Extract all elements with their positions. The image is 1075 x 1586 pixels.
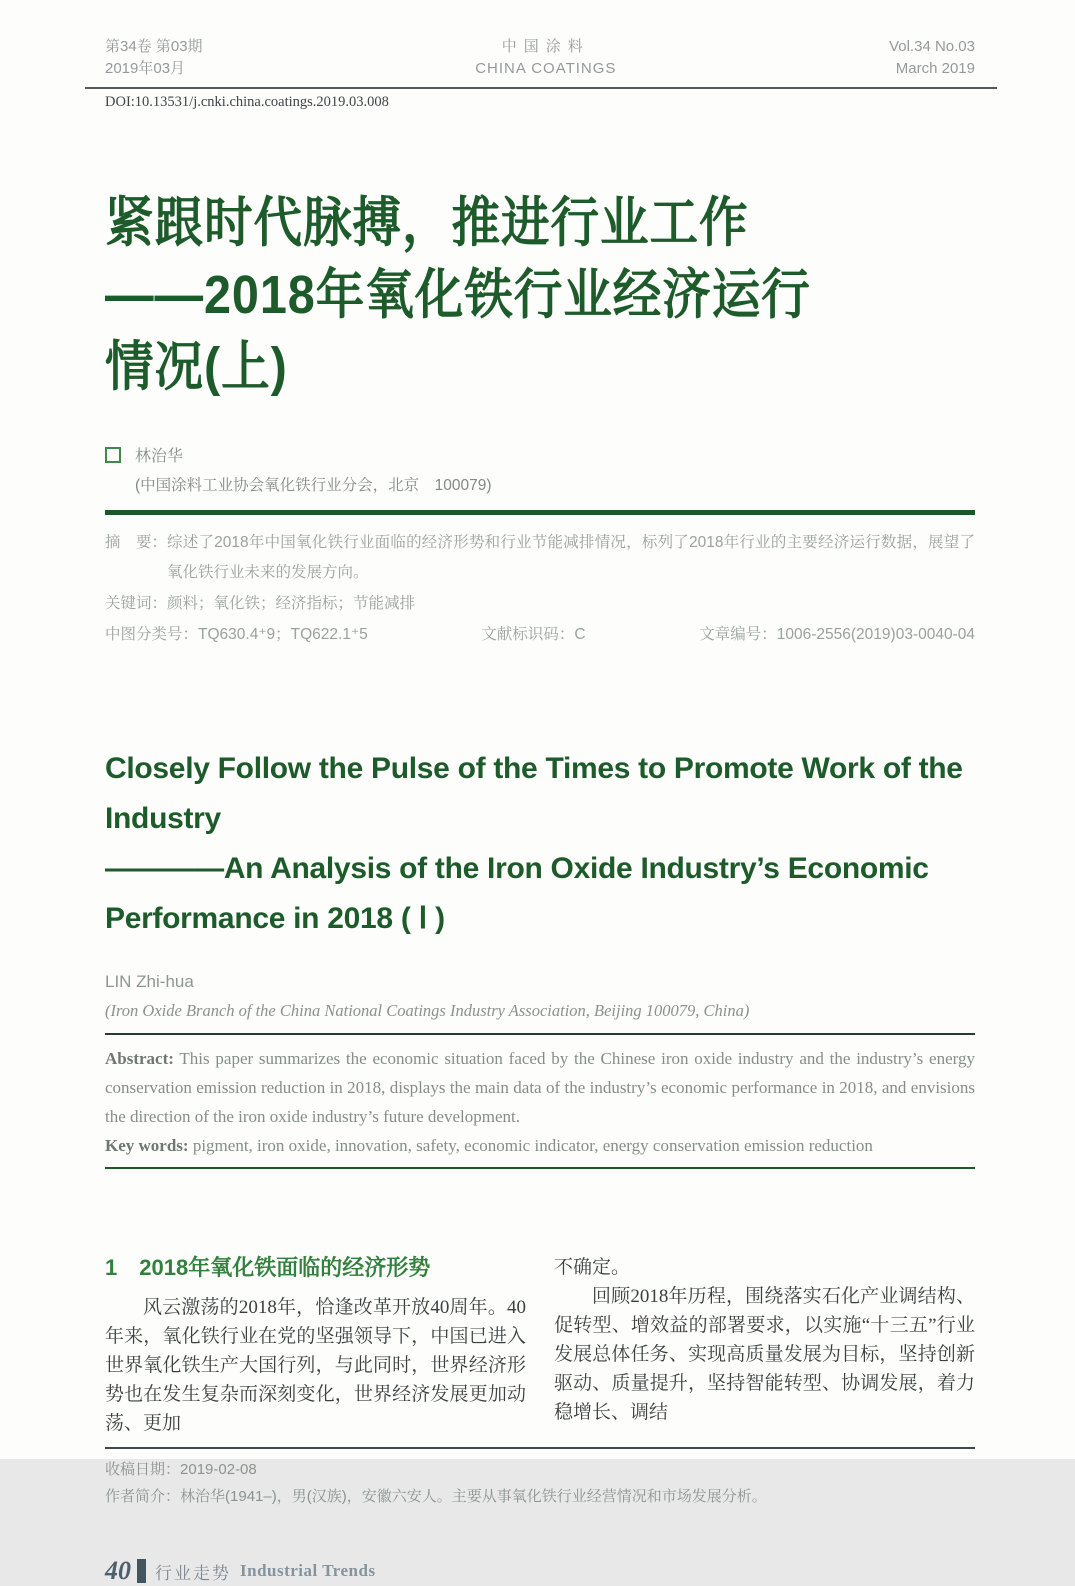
article-id-label: 文章编号： (699, 626, 777, 643)
author-bio-label: 作者简介： (105, 1488, 181, 1505)
masthead-volume-cn (105, 36, 203, 80)
article-title-en (105, 744, 975, 944)
title-zh-line1: 紧跟时代脉搏，推进行业工作 (105, 193, 749, 253)
title-en-dash: ———— (105, 852, 224, 885)
keywords-en-line (105, 1131, 975, 1160)
author-bio-text: 林治华(1941–)，男(汉族)，安徽六安人。主要从事氧化铁行业经营情况和市场发展分析。 (180, 1488, 767, 1505)
doc-code-segment (481, 620, 585, 650)
volume-issue-en: Vol.34 No.03 (889, 38, 975, 55)
date-cn: 2019年03月 (105, 60, 186, 77)
received-date-label: 收稿日期： (105, 1461, 181, 1478)
masthead-journal-name (475, 36, 616, 80)
body-paragraph: 风云激荡的2018年，恰逢改革开放40周年。40年来，氧化铁行业在党的坚强领导下，中国已进入世界氧化铁生产大国行列，与此同时，世界经济形势也在发生复杂而深刻变化，世界经济发展更加动荡、更加 (105, 1297, 526, 1434)
received-date-line (105, 1456, 975, 1483)
abstract-en-bottom-rule (105, 1167, 975, 1169)
section-1-title: 2018年氧化铁面临的经济形势 (139, 1255, 431, 1280)
body-column-right (554, 1253, 975, 1438)
doi-line: DOI:10.13531/j.cnki.china.coatings.2019.03.008 (105, 94, 389, 110)
footnote-divider (105, 1447, 975, 1449)
masthead-volume-en (889, 36, 975, 80)
volume-issue-cn: 第34卷 第03期 (105, 38, 203, 55)
affiliation-en: (Iron Oxide Branch of the China National Coatings Industry Association, Beijing 100079, China) (105, 1001, 750, 1020)
abstract-zh-text: 综述了2018年中国氧化铁行业面临的经济形势和行业节能减排情况，标列了2018年行业的主要经济运行数据，展望了氧化铁行业未来的发展方向。 (167, 534, 975, 581)
title-zh-line2: ——2018年氧化铁行业经济运行 (105, 265, 811, 325)
clc-label: 中图分类号： (105, 626, 199, 643)
abstract-en-text: This paper summarizes the economic situation faced by the Chinese iron oxide industry and the industry’s energy conservation emission reduction in 2018, displays the main data of the industry’s economic performance in 2018, and envisions the direction of the iron oxide industry’s future development. (105, 1049, 975, 1126)
abstract-en-label: Abstract: (105, 1049, 174, 1068)
section-1-heading (105, 1253, 526, 1282)
doc-code-label: 文献标识码： (481, 626, 575, 643)
abstract-en-paragraph (105, 1044, 975, 1131)
title-en-sub (105, 844, 975, 944)
article-title-zh (105, 187, 888, 403)
page-footer (105, 1556, 975, 1586)
body-paragraph-continuation: 不确定。 (554, 1257, 631, 1278)
masthead-divider (85, 87, 997, 89)
abstract-en-top-rule (105, 1033, 975, 1035)
author-name-zh: 林治华 (135, 448, 184, 465)
masthead (105, 36, 975, 80)
body-columns (105, 1253, 975, 1438)
title-divider-bar (105, 510, 975, 515)
author-marker-square-icon (105, 447, 121, 463)
doc-code-value: C (574, 626, 586, 643)
keywords-zh-label: 关键词： (105, 595, 168, 612)
article-id-value: 1006-2556(2019)03-0040-04 (776, 626, 975, 643)
date-en: March 2019 (895, 60, 975, 77)
body-column-left (105, 1253, 526, 1438)
column-name-en: Industrial Trends (240, 1561, 376, 1580)
column-name-zh: 行业走势 (155, 1563, 231, 1583)
keywords-en-text: pigment, iron oxide, innovation, safety, economic indicator, energy conservation emission reduction (188, 1136, 873, 1155)
title-zh-line3: 情况(上) (105, 337, 288, 397)
byline-zh (105, 443, 975, 495)
author-bio-line (105, 1483, 975, 1510)
abstract-en-block (105, 1044, 975, 1160)
page-number: 40 (105, 1556, 131, 1585)
body-paragraph: 回顾2018年历程，围绕落实石化产业调结构、促转型、增效益的部署要求，以实施“十三五”行业发展总体任务、实现高质量发展为目标，坚持创新驱动、质量提升，坚持智能转型、协调发展，着力稳增长、调结 (554, 1286, 975, 1423)
footnote-block (105, 1456, 975, 1510)
journal-name-cn: 中国涂料 (501, 38, 590, 55)
abstract-zh-block (105, 528, 975, 650)
affiliation-zh: (中国涂料工业协会氧化铁行业分会，北京 100079) (135, 477, 492, 494)
clc-segment (105, 620, 368, 650)
article-id-segment (699, 620, 975, 650)
received-date-value: 2019-02-08 (180, 1461, 257, 1478)
abstract-zh-label: 摘 要： (105, 534, 168, 551)
section-1-number: 1 (105, 1255, 118, 1280)
keywords-en-label: Key words: (105, 1136, 189, 1155)
journal-name-en: CHINA COATINGS (475, 60, 617, 77)
footer-bar-icon (137, 1559, 146, 1583)
author-name-en: LIN Zhi-hua (105, 972, 194, 991)
title-en-subtext: An Analysis of the Iron Oxide Industry’s Economic Performance in 2018 ( Ⅰ ) (105, 852, 929, 935)
clc-value: TQ630.4⁺9；TQ622.1⁺5 (198, 626, 368, 643)
keywords-zh-text: 颜料；氧化铁；经济指标；节能减排 (167, 595, 416, 612)
title-en-main: Closely Follow the Pulse of the Times to Promote Work of the Industry (105, 752, 963, 835)
